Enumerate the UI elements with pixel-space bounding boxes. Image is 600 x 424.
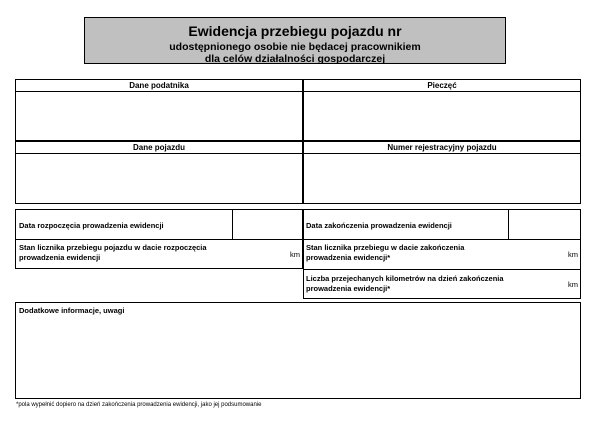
data-rozpoczecia-field[interactable] [233,210,302,239]
dane-pojazdu-box[interactable] [15,141,303,204]
liczba-km-label: Liczba przejechanych kilometrów na dzień zakończenia prowadzenia ewidencji* [306,274,504,293]
numer-rejestracyjny-header: Numer rejestracyjny pojazdu [304,142,580,154]
form-title: Ewidencja przebiegu pojazdu nr [188,23,402,39]
km-unit: km [568,280,578,289]
dane-pojazdu-header: Dane pojazdu [16,142,302,154]
dane-podatnika-header: Dane podatnika [16,80,302,92]
footnote: *pola wypełnić dopiero na dzień zakończenia prowadzenia ewidencji, jako jej podsumowanie [16,402,262,408]
title-banner [84,17,506,64]
numer-rejestracyjny-box[interactable] [303,141,581,204]
rozpoczecie-block [15,209,303,269]
data-zakonczenia-field[interactable] [509,210,580,239]
km-unit: km [568,250,578,259]
uwagi-box[interactable] [15,302,581,399]
form-subtitle-line1: udostępnionego osobie nie będacej pracownikiem [169,41,421,53]
form-subtitle [85,41,505,65]
stan-rozpoczecie-label: Stan licznika przebiegu pojazdu w dacie rozpoczęcia prowadzenia ewidencji [19,243,207,262]
form-subtitle-line2: dla celów działalności gospodarczej [204,53,386,65]
data-rozpoczecia-label: Data rozpoczęcia prowadzenia ewidencji [19,221,164,230]
uwagi-label: Dodatkowe informacje, uwagi [19,306,125,315]
dane-podatnika-box[interactable] [15,79,303,141]
pieczec-header: Pieczęć [304,80,580,92]
zakonczenie-block [303,209,581,299]
stan-zakonczenie-label: Stan licznika przebiegu w dacie zakończenia prowadzenia ewidencji* [306,243,465,262]
pieczec-box[interactable] [303,79,581,141]
data-zakonczenia-label: Data zakończenia prowadzenia ewidencji [306,221,452,230]
km-unit: km [290,250,300,259]
